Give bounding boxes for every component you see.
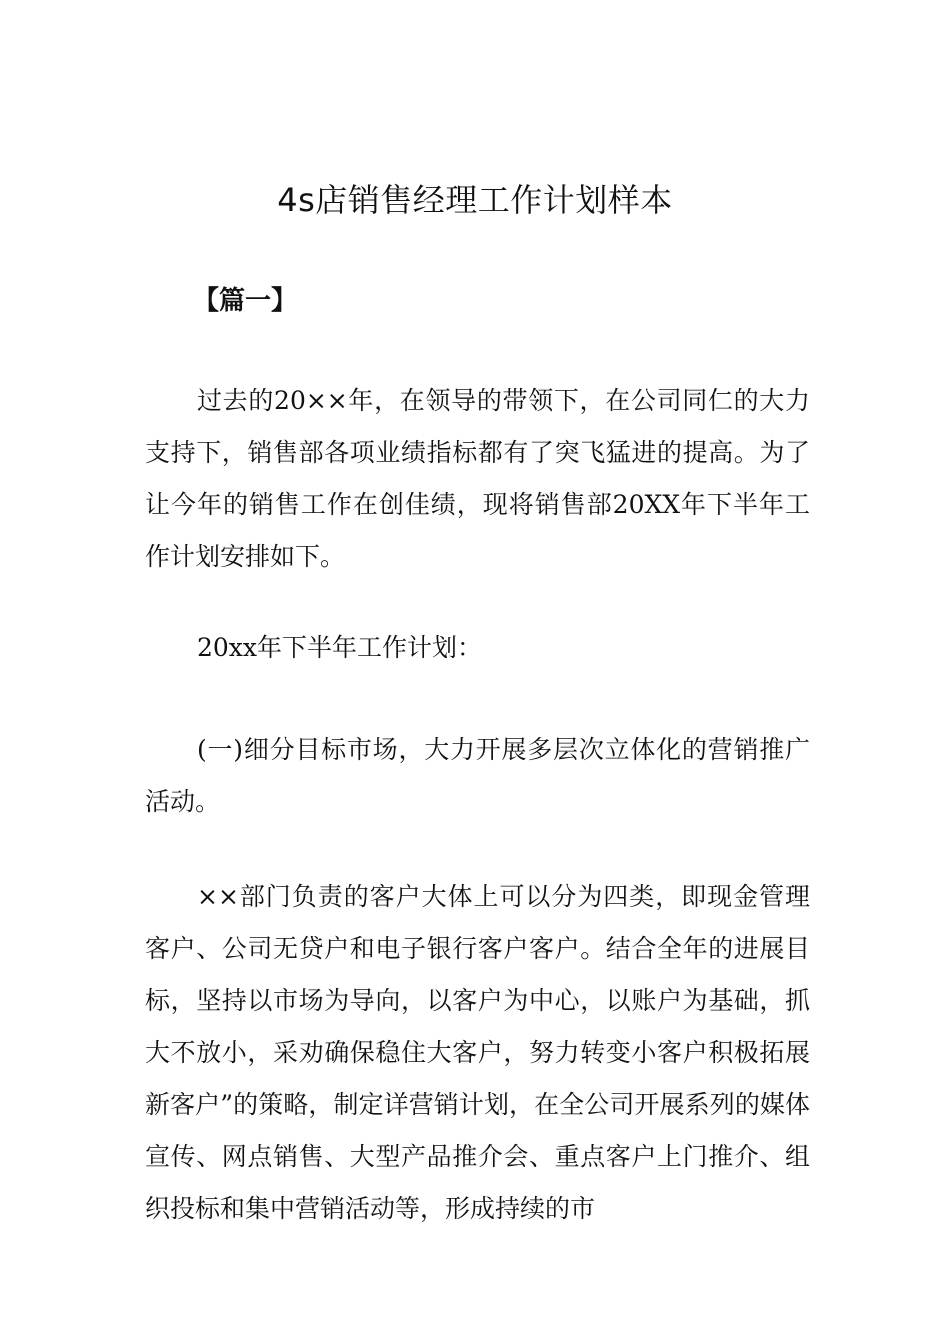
paragraph-item-one-body: ××部门负责的客户大体上可以分为四类，即现金管理客户、公司无贷户和电子银行客户客户。结合全年的进展目标，坚持以市场为导向，以客户为中心，以账户为基础，抓大不放小，采劝确保稳住大客户，努力转变小客户积极拓展新客户”的策略，制定详营销计划，在全公司开展系列的媒体宣传、网点销售、大型产品推介会、重点客户上门推介、组织投标和集中营销活动等，形成持续的市 <box>145 882 810 1223</box>
document-title: 4s店销售经理工作计划样本 <box>277 181 673 219</box>
paragraph-item-one-heading: (一)细分目标市场，大力开展多层次立体化的营销推广活动。 <box>145 735 810 816</box>
paragraph-plan-heading: 20xx年下半年工作计划： <box>197 633 483 662</box>
paragraph-intro: 过去的20××年，在领导的带领下，在公司同仁的大力支持下，销售部各项业绩指标都有了突飞猛进的提高。为了让今年的销售工作在创佳绩，现将销售部20XX年下半年工作计划安排如下。 <box>145 386 810 571</box>
section-label: 【篇一】 <box>193 286 298 316</box>
